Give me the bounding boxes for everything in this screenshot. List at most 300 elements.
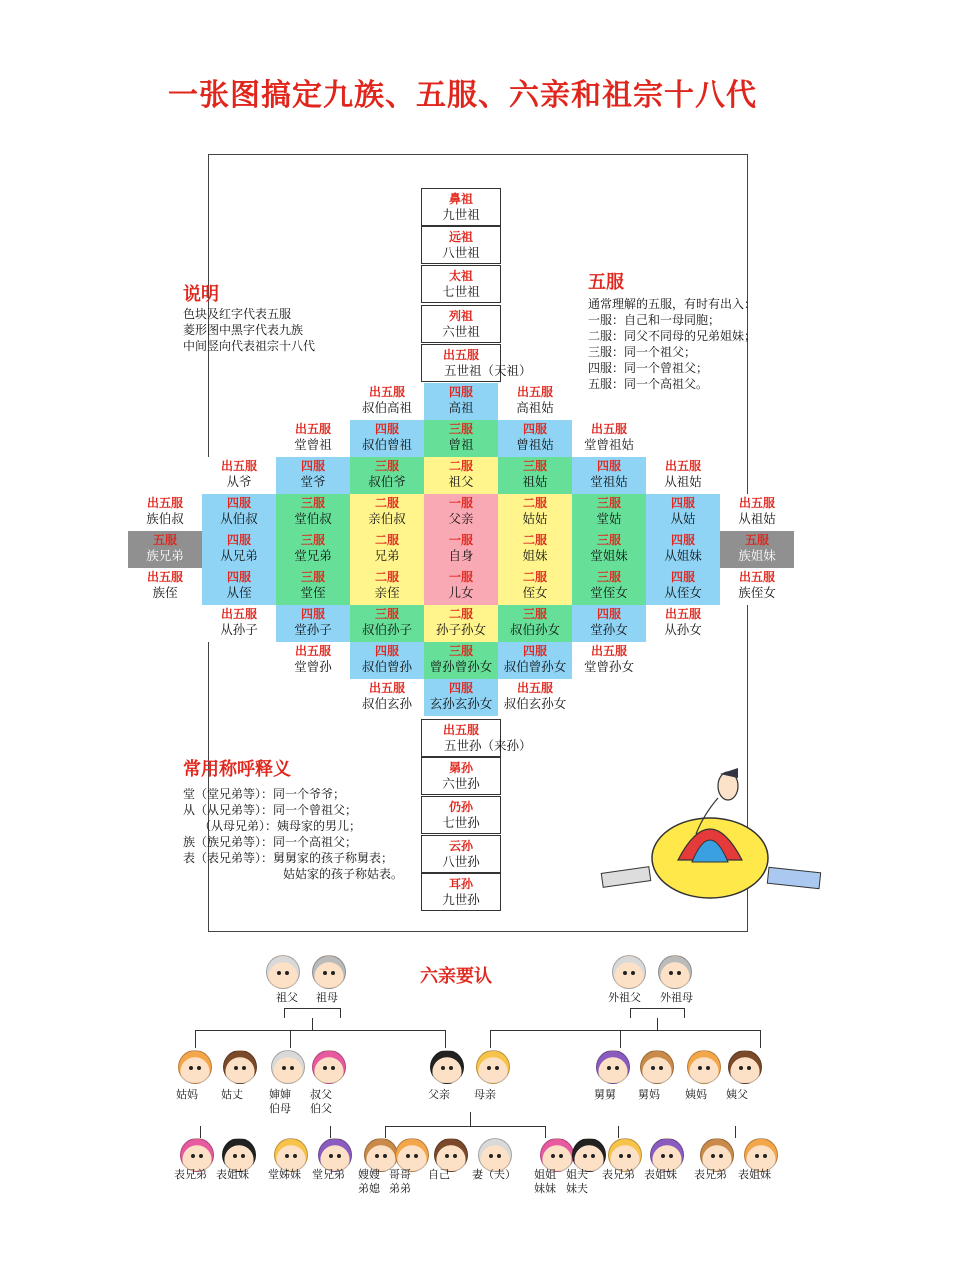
- ancestor-relation-label: 八世祖: [442, 245, 480, 260]
- relation-label: 族侄女: [738, 585, 776, 600]
- relation-label: 亲伯叔: [368, 511, 406, 526]
- relation-label: 叔伯高祖: [361, 400, 412, 415]
- mourning-degree-label: 出五服: [146, 496, 183, 510]
- relation-label: 堂兄弟: [294, 548, 332, 563]
- relation-label: 从祖姑: [664, 474, 702, 489]
- avatar: [178, 1050, 212, 1084]
- avatar: [395, 1138, 429, 1172]
- relative-label: 表兄弟: [694, 1168, 727, 1181]
- terms-line: （从母兄弟）：姨母家的男儿；: [199, 819, 362, 833]
- relative-label: 表姐妹: [738, 1168, 771, 1181]
- ancestor-relation-label: 五世祖（天祖）: [444, 363, 532, 378]
- relation-label: 堂姐妹: [590, 548, 628, 563]
- mourning-degree-label: 二服: [522, 496, 547, 510]
- wufu-notes: [588, 296, 756, 392]
- descendant-mourning-label: 云孙: [448, 839, 473, 853]
- clan-cell: [350, 642, 424, 679]
- descendant-mourning-label: 耳孙: [448, 877, 473, 891]
- ancestor-cell: [421, 226, 501, 264]
- avatar: [274, 1138, 308, 1172]
- legend-line: 色块及红字代表五服: [183, 307, 292, 321]
- relative-label: 父亲: [428, 1088, 450, 1101]
- avatar: [540, 1138, 574, 1172]
- relation-label: 叔伯曾孙: [361, 659, 412, 674]
- avatar: [271, 1050, 305, 1084]
- relation-label: 族侄: [152, 585, 178, 600]
- avatar: [476, 1050, 510, 1084]
- relative-label: 堂姊妹: [268, 1168, 301, 1181]
- relation-label: 堂孙子: [294, 622, 332, 637]
- mourning-degree-label: 三服: [300, 496, 325, 510]
- ancestor-relation-label: 七世祖: [442, 284, 480, 299]
- mourning-degree-label: 出五服: [738, 496, 775, 510]
- legend-line: 中间竖向代表祖宗十八代: [183, 339, 316, 353]
- mourning-degree-label: 四服: [448, 385, 473, 399]
- mourning-degree-label: 一服: [448, 570, 473, 584]
- tree-connector: [195, 1030, 445, 1031]
- relation-label: 堂曾祖姑: [583, 437, 634, 452]
- descendant-relation-label: 五世孙（来孙）: [444, 738, 532, 753]
- clan-cell: [276, 494, 350, 531]
- ancestor-cell: [421, 265, 501, 303]
- relation-label: 兄弟: [374, 548, 400, 563]
- descendant-cell: [421, 757, 501, 795]
- avatar: [687, 1050, 721, 1084]
- clan-cell: [276, 568, 350, 605]
- tree-connector: [195, 1030, 196, 1048]
- relation-label: 堂姑: [596, 511, 622, 526]
- relation-label: 侄女: [522, 585, 548, 600]
- relation-label: 堂侄女: [590, 585, 628, 600]
- clan-cell: [424, 568, 498, 605]
- avatar: [266, 955, 300, 989]
- relation-label: 玄孙玄孙女: [429, 696, 493, 711]
- clan-cell: [350, 494, 424, 531]
- tree-connector: [470, 1112, 471, 1126]
- tree-connector: [620, 1030, 621, 1048]
- mourning-degree-label: 四服: [522, 644, 547, 658]
- relation-label: 堂爷: [300, 474, 326, 489]
- tree-connector: [618, 1126, 619, 1138]
- clan-cell: [424, 457, 498, 494]
- mourning-degree-label: 四服: [670, 570, 695, 584]
- wufu-line: 四服：同一个曾祖父；: [588, 361, 709, 375]
- mourning-degree-label: 出五服: [516, 681, 553, 695]
- grandparent-label: 外祖母: [660, 991, 693, 1004]
- mourning-degree-label: 五服: [152, 533, 177, 547]
- relation-label: 从姑: [670, 511, 696, 526]
- relative-label: 姑丈: [221, 1088, 243, 1101]
- avatar: [312, 1050, 346, 1084]
- mourning-degree-label: 四服: [670, 496, 695, 510]
- relation-label: 叔伯玄孙女: [503, 696, 567, 711]
- relation-label: 从孙子: [220, 622, 258, 637]
- clan-cell: [572, 457, 646, 494]
- clan-cell: [498, 642, 572, 679]
- clan-cell: [350, 605, 424, 642]
- mourning-degree-label: 出五服: [294, 422, 331, 436]
- relation-label: 曾孙曾孙女: [429, 659, 493, 674]
- clan-cell: [572, 568, 646, 605]
- relative-label: 表兄弟: [174, 1168, 207, 1181]
- relative-label: 表姐妹: [216, 1168, 249, 1181]
- clan-cell: [424, 605, 498, 642]
- avatar: [650, 1138, 684, 1172]
- clan-cell: [424, 679, 498, 716]
- avatar: [572, 1138, 606, 1172]
- mourning-degree-label: 出五服: [590, 644, 627, 658]
- clan-cell: [350, 383, 424, 420]
- mourning-degree-label: 三服: [522, 607, 547, 621]
- legend-line: 菱形图中黑字代表九族: [183, 323, 304, 337]
- relation-label: 堂曾孙女: [583, 659, 634, 674]
- ancestor-cell: [421, 188, 501, 226]
- avatar: [478, 1138, 512, 1172]
- descendant-relation-label: 九世孙: [442, 892, 480, 907]
- clan-cell: [498, 494, 572, 531]
- relative-label: 嫂嫂 弟媳: [358, 1168, 380, 1195]
- wufu-line: 二服：同父不同母的兄弟姐妹；: [588, 329, 757, 343]
- mourning-degree-label: 出五服: [738, 570, 775, 584]
- relation-label: 高祖: [448, 400, 474, 415]
- descendant-mourning-label: 晜孙: [448, 761, 473, 775]
- mourning-degree-label: 四服: [226, 570, 251, 584]
- relation-label: 祖父: [448, 474, 474, 489]
- ancestor-mourning-label: 列祖: [448, 309, 473, 323]
- mourning-degree-label: 一服: [448, 533, 473, 547]
- clan-cell: [646, 457, 720, 494]
- clan-cell: [202, 568, 276, 605]
- clan-cell: [572, 420, 646, 457]
- clan-cell: [498, 383, 572, 420]
- mourning-degree-label: 四服: [374, 644, 399, 658]
- relation-label: 儿女: [448, 585, 474, 600]
- clan-cell: [202, 457, 276, 494]
- tree-connector: [285, 1008, 340, 1009]
- tree-connector: [490, 1030, 491, 1048]
- terms-line: 族（族兄弟等）：同一个高祖父；: [183, 835, 358, 849]
- mourning-degree-label: 四服: [226, 496, 251, 510]
- avatar: [364, 1138, 398, 1172]
- mourning-degree-label: 出五服: [220, 607, 257, 621]
- descendant-mourning-label: 出五服: [442, 723, 479, 737]
- clan-cell: [276, 457, 350, 494]
- relation-label: 叔伯爷: [368, 474, 406, 489]
- mourning-degree-label: 四服: [300, 607, 325, 621]
- mourning-degree-label: 三服: [448, 644, 473, 658]
- clan-cell: [202, 605, 276, 642]
- clan-cell: [498, 420, 572, 457]
- mourning-degree-label: 四服: [226, 533, 251, 547]
- mourning-degree-label: 三服: [300, 533, 325, 547]
- avatar: [744, 1138, 778, 1172]
- ancestor-mourning-label: 鼻祖: [448, 192, 473, 206]
- mourning-degree-label: 出五服: [294, 644, 331, 658]
- wufu-line: 三服：同一个祖父；: [588, 345, 697, 359]
- mourning-degree-label: 出五服: [368, 385, 405, 399]
- clan-cell: [498, 605, 572, 642]
- relative-label: 母亲: [474, 1088, 496, 1101]
- tree-connector: [760, 1030, 761, 1048]
- ancestor-mourning-label: 太祖: [448, 269, 473, 283]
- clan-cell: [202, 494, 276, 531]
- terms-line: 堂（堂兄弟等）：同一个爷爷；: [183, 787, 346, 801]
- clan-cell: [424, 642, 498, 679]
- avatar: [222, 1138, 256, 1172]
- terms-line: 姑姑家的孩子称姑表。: [283, 867, 404, 881]
- ancestor-relation-label: 九世祖: [442, 207, 480, 222]
- avatar: [596, 1050, 630, 1084]
- relative-label: 表兄弟: [602, 1168, 635, 1181]
- relation-label: 族兄弟: [146, 548, 184, 563]
- clan-cell: [646, 568, 720, 605]
- relation-label: 姑姑: [522, 511, 548, 526]
- clan-cell: [572, 531, 646, 568]
- relation-label: 从姐妹: [664, 548, 702, 563]
- mourning-degree-label: 出五服: [146, 570, 183, 584]
- relative-label: 姐夫 妹夫: [566, 1168, 588, 1195]
- mourning-degree-label: 四服: [596, 459, 621, 473]
- relation-label: 从伯叔: [220, 511, 258, 526]
- terms-line: 从（从兄弟等）：同一个曾祖父；: [183, 803, 358, 817]
- tree-connector: [630, 1008, 684, 1009]
- mourning-degree-label: 二服: [374, 570, 399, 584]
- clan-cell: [202, 531, 276, 568]
- avatar: [640, 1050, 674, 1084]
- terms-heading: 常用称呼释义: [183, 759, 291, 780]
- wufu-line: 一服：自己和一母同胞；: [588, 313, 721, 327]
- relation-label: 堂伯叔: [294, 511, 332, 526]
- avatar: [180, 1138, 214, 1172]
- tree-connector: [445, 1030, 446, 1048]
- relation-label: 堂曾祖: [294, 437, 332, 452]
- mourning-degree-label: 三服: [374, 607, 399, 621]
- tree-connector: [385, 1126, 545, 1127]
- wufu-line: 通常理解的五服，有时有出入：: [588, 297, 757, 311]
- mourning-degree-label: 出五服: [368, 681, 405, 695]
- clan-cell: [350, 679, 424, 716]
- clan-cell: [276, 605, 350, 642]
- clan-cell: [350, 420, 424, 457]
- tree-connector: [545, 1126, 546, 1138]
- descendant-cell: [421, 835, 501, 873]
- clan-cell: [572, 605, 646, 642]
- clan-cell: [646, 605, 720, 642]
- descendant-cell: [421, 873, 501, 911]
- relation-label: 叔伯曾孙女: [503, 659, 567, 674]
- relative-label: 自己: [428, 1168, 450, 1181]
- clan-cell: [424, 420, 498, 457]
- tree-connector: [490, 1030, 760, 1031]
- mourning-degree-label: 四服: [522, 422, 547, 436]
- tree-connector: [385, 1126, 386, 1138]
- relation-label: 族伯叔: [146, 511, 184, 526]
- clan-cell: [646, 531, 720, 568]
- mourning-degree-label: 二服: [374, 533, 399, 547]
- clan-cell: [350, 568, 424, 605]
- relation-label: 曾祖姑: [516, 437, 554, 452]
- mourning-degree-label: 二服: [522, 570, 547, 584]
- clan-cell: [128, 494, 202, 531]
- mourning-degree-label: 三服: [522, 459, 547, 473]
- tree-connector: [284, 1008, 285, 1018]
- clan-cell: [424, 383, 498, 420]
- descendant-relation-label: 六世孙: [442, 776, 480, 791]
- mourning-degree-label: 三服: [374, 459, 399, 473]
- descendant-cell: [421, 796, 501, 834]
- relation-label: 叔伯孙女: [509, 622, 560, 637]
- avatar: [430, 1050, 464, 1084]
- relation-label: 堂祖姑: [590, 474, 628, 489]
- avatar: [434, 1138, 468, 1172]
- ancestor-cell: [421, 344, 532, 382]
- clan-cell: [128, 531, 202, 568]
- avatar: [612, 955, 646, 989]
- clan-cell: [350, 531, 424, 568]
- mourning-degree-label: 二服: [448, 607, 473, 621]
- legend-notes: [183, 306, 315, 354]
- descendant-relation-label: 八世孙: [442, 854, 480, 869]
- relation-label: 祖姑: [522, 474, 548, 489]
- mourning-degree-label: 出五服: [664, 459, 701, 473]
- clan-cell: [276, 420, 350, 457]
- wufu-line: 五服：同一个高祖父。: [588, 377, 709, 391]
- avatar: [728, 1050, 762, 1084]
- relative-label: 舅妈: [638, 1088, 660, 1101]
- relation-label: 叔伯孙子: [361, 622, 412, 637]
- descendant-mourning-label: 仍孙: [448, 800, 473, 814]
- mourning-degree-label: 三服: [448, 422, 473, 436]
- relative-label: 堂兄弟: [312, 1168, 345, 1181]
- relation-label: 从兄弟: [220, 548, 258, 563]
- mourning-degree-label: 出五服: [664, 607, 701, 621]
- tree-connector: [200, 1126, 201, 1138]
- clan-cell: [498, 679, 572, 716]
- relation-label: 从侄女: [664, 585, 702, 600]
- clan-cell: [572, 642, 646, 679]
- avatar: [318, 1138, 352, 1172]
- avatar: [312, 955, 346, 989]
- clan-cell: [424, 531, 498, 568]
- mourning-degree-label: 三服: [596, 533, 621, 547]
- clan-cell: [424, 494, 498, 531]
- mourning-degree-label: 四服: [670, 533, 695, 547]
- mourning-degree-label: 一服: [448, 496, 473, 510]
- mourning-degree-label: 三服: [596, 496, 621, 510]
- mourning-degree-label: 出五服: [516, 385, 553, 399]
- tree-connector: [630, 1008, 631, 1018]
- relation-label: 叔伯玄孙: [361, 696, 412, 711]
- relative-label: 哥哥 弟弟: [389, 1168, 411, 1195]
- clan-cell: [720, 568, 794, 605]
- tree-connector: [735, 1126, 736, 1138]
- terms-notes: [183, 786, 403, 882]
- relation-label: 自身: [448, 548, 474, 563]
- clan-cell: [720, 494, 794, 531]
- relation-label: 族姐妹: [738, 548, 776, 563]
- relation-label: 堂曾孙: [294, 659, 332, 674]
- scholar-illustration: [600, 758, 826, 908]
- ancestor-mourning-label: 出五服: [442, 348, 479, 362]
- avatar: [700, 1138, 734, 1172]
- ancestor-cell: [421, 305, 501, 343]
- clan-cell: [350, 457, 424, 494]
- relative-label: 姑妈: [176, 1088, 198, 1101]
- avatar: [223, 1050, 257, 1084]
- descendant-cell: [421, 719, 532, 757]
- clan-cell: [498, 568, 572, 605]
- relation-label: 堂孙女: [590, 622, 628, 637]
- page-title: 一张图搞定九族、五服、六亲和祖宗十八代: [168, 78, 757, 113]
- relation-label: 父亲: [448, 511, 474, 526]
- ancestor-relation-label: 六世祖: [442, 324, 480, 339]
- relative-label: 表姐妹: [644, 1168, 677, 1181]
- relation-label: 堂侄: [300, 585, 326, 600]
- mourning-degree-label: 二服: [522, 533, 547, 547]
- relation-label: 姐妹: [522, 548, 548, 563]
- wufu-heading: 五服: [588, 272, 624, 293]
- ancestor-mourning-label: 远祖: [448, 230, 473, 244]
- relative-label: 舅舅: [594, 1088, 616, 1101]
- avatar: [658, 955, 692, 989]
- terms-line: 表（表兄弟等）：舅舅家的孩子称舅表；: [183, 851, 394, 865]
- legend-heading: 说明: [183, 284, 219, 305]
- relative-label: 姨妈: [685, 1088, 707, 1101]
- relation-label: 孙子孙女: [435, 622, 486, 637]
- relation-label: 从爷: [226, 474, 252, 489]
- mourning-degree-label: 四服: [300, 459, 325, 473]
- clan-cell: [646, 494, 720, 531]
- clan-cell: [276, 531, 350, 568]
- clan-cell: [498, 531, 572, 568]
- mourning-degree-label: 二服: [448, 459, 473, 473]
- relative-label: 叔父 伯父: [310, 1088, 332, 1115]
- clan-cell: [720, 531, 794, 568]
- relation-label: 从侄: [226, 585, 252, 600]
- clan-cell: [276, 642, 350, 679]
- tree-connector: [657, 1018, 658, 1030]
- relation-label: 从孙女: [664, 622, 702, 637]
- mourning-degree-label: 四服: [374, 422, 399, 436]
- relation-label: 亲侄: [374, 585, 400, 600]
- tree-connector: [330, 1126, 331, 1138]
- tree-connector: [290, 1030, 291, 1048]
- mourning-degree-label: 出五服: [590, 422, 627, 436]
- mourning-degree-label: 出五服: [220, 459, 257, 473]
- mourning-degree-label: 四服: [448, 681, 473, 695]
- mourning-degree-label: 二服: [374, 496, 399, 510]
- tree-connector: [312, 1018, 313, 1030]
- relation-label: 叔伯曾祖: [361, 437, 412, 452]
- mourning-degree-label: 五服: [744, 533, 769, 547]
- tree-connector: [684, 1008, 685, 1018]
- grandparent-label: 祖母: [316, 991, 338, 1004]
- liuqin-heading: 六亲要认: [420, 966, 492, 987]
- tree-connector: [340, 1008, 341, 1018]
- grandparent-label: 祖父: [276, 991, 298, 1004]
- clan-cell: [128, 568, 202, 605]
- clan-cell: [572, 494, 646, 531]
- grandparent-label: 外祖父: [608, 991, 641, 1004]
- avatar: [608, 1138, 642, 1172]
- relative-label: 姐姐 妹妹: [534, 1168, 556, 1195]
- relative-label: 妻（夫）: [472, 1168, 516, 1181]
- relative-label: 姨父: [726, 1088, 748, 1101]
- relation-label: 曾祖: [448, 437, 474, 452]
- mourning-degree-label: 三服: [596, 570, 621, 584]
- mourning-degree-label: 四服: [596, 607, 621, 621]
- relation-label: 高祖姑: [516, 400, 554, 415]
